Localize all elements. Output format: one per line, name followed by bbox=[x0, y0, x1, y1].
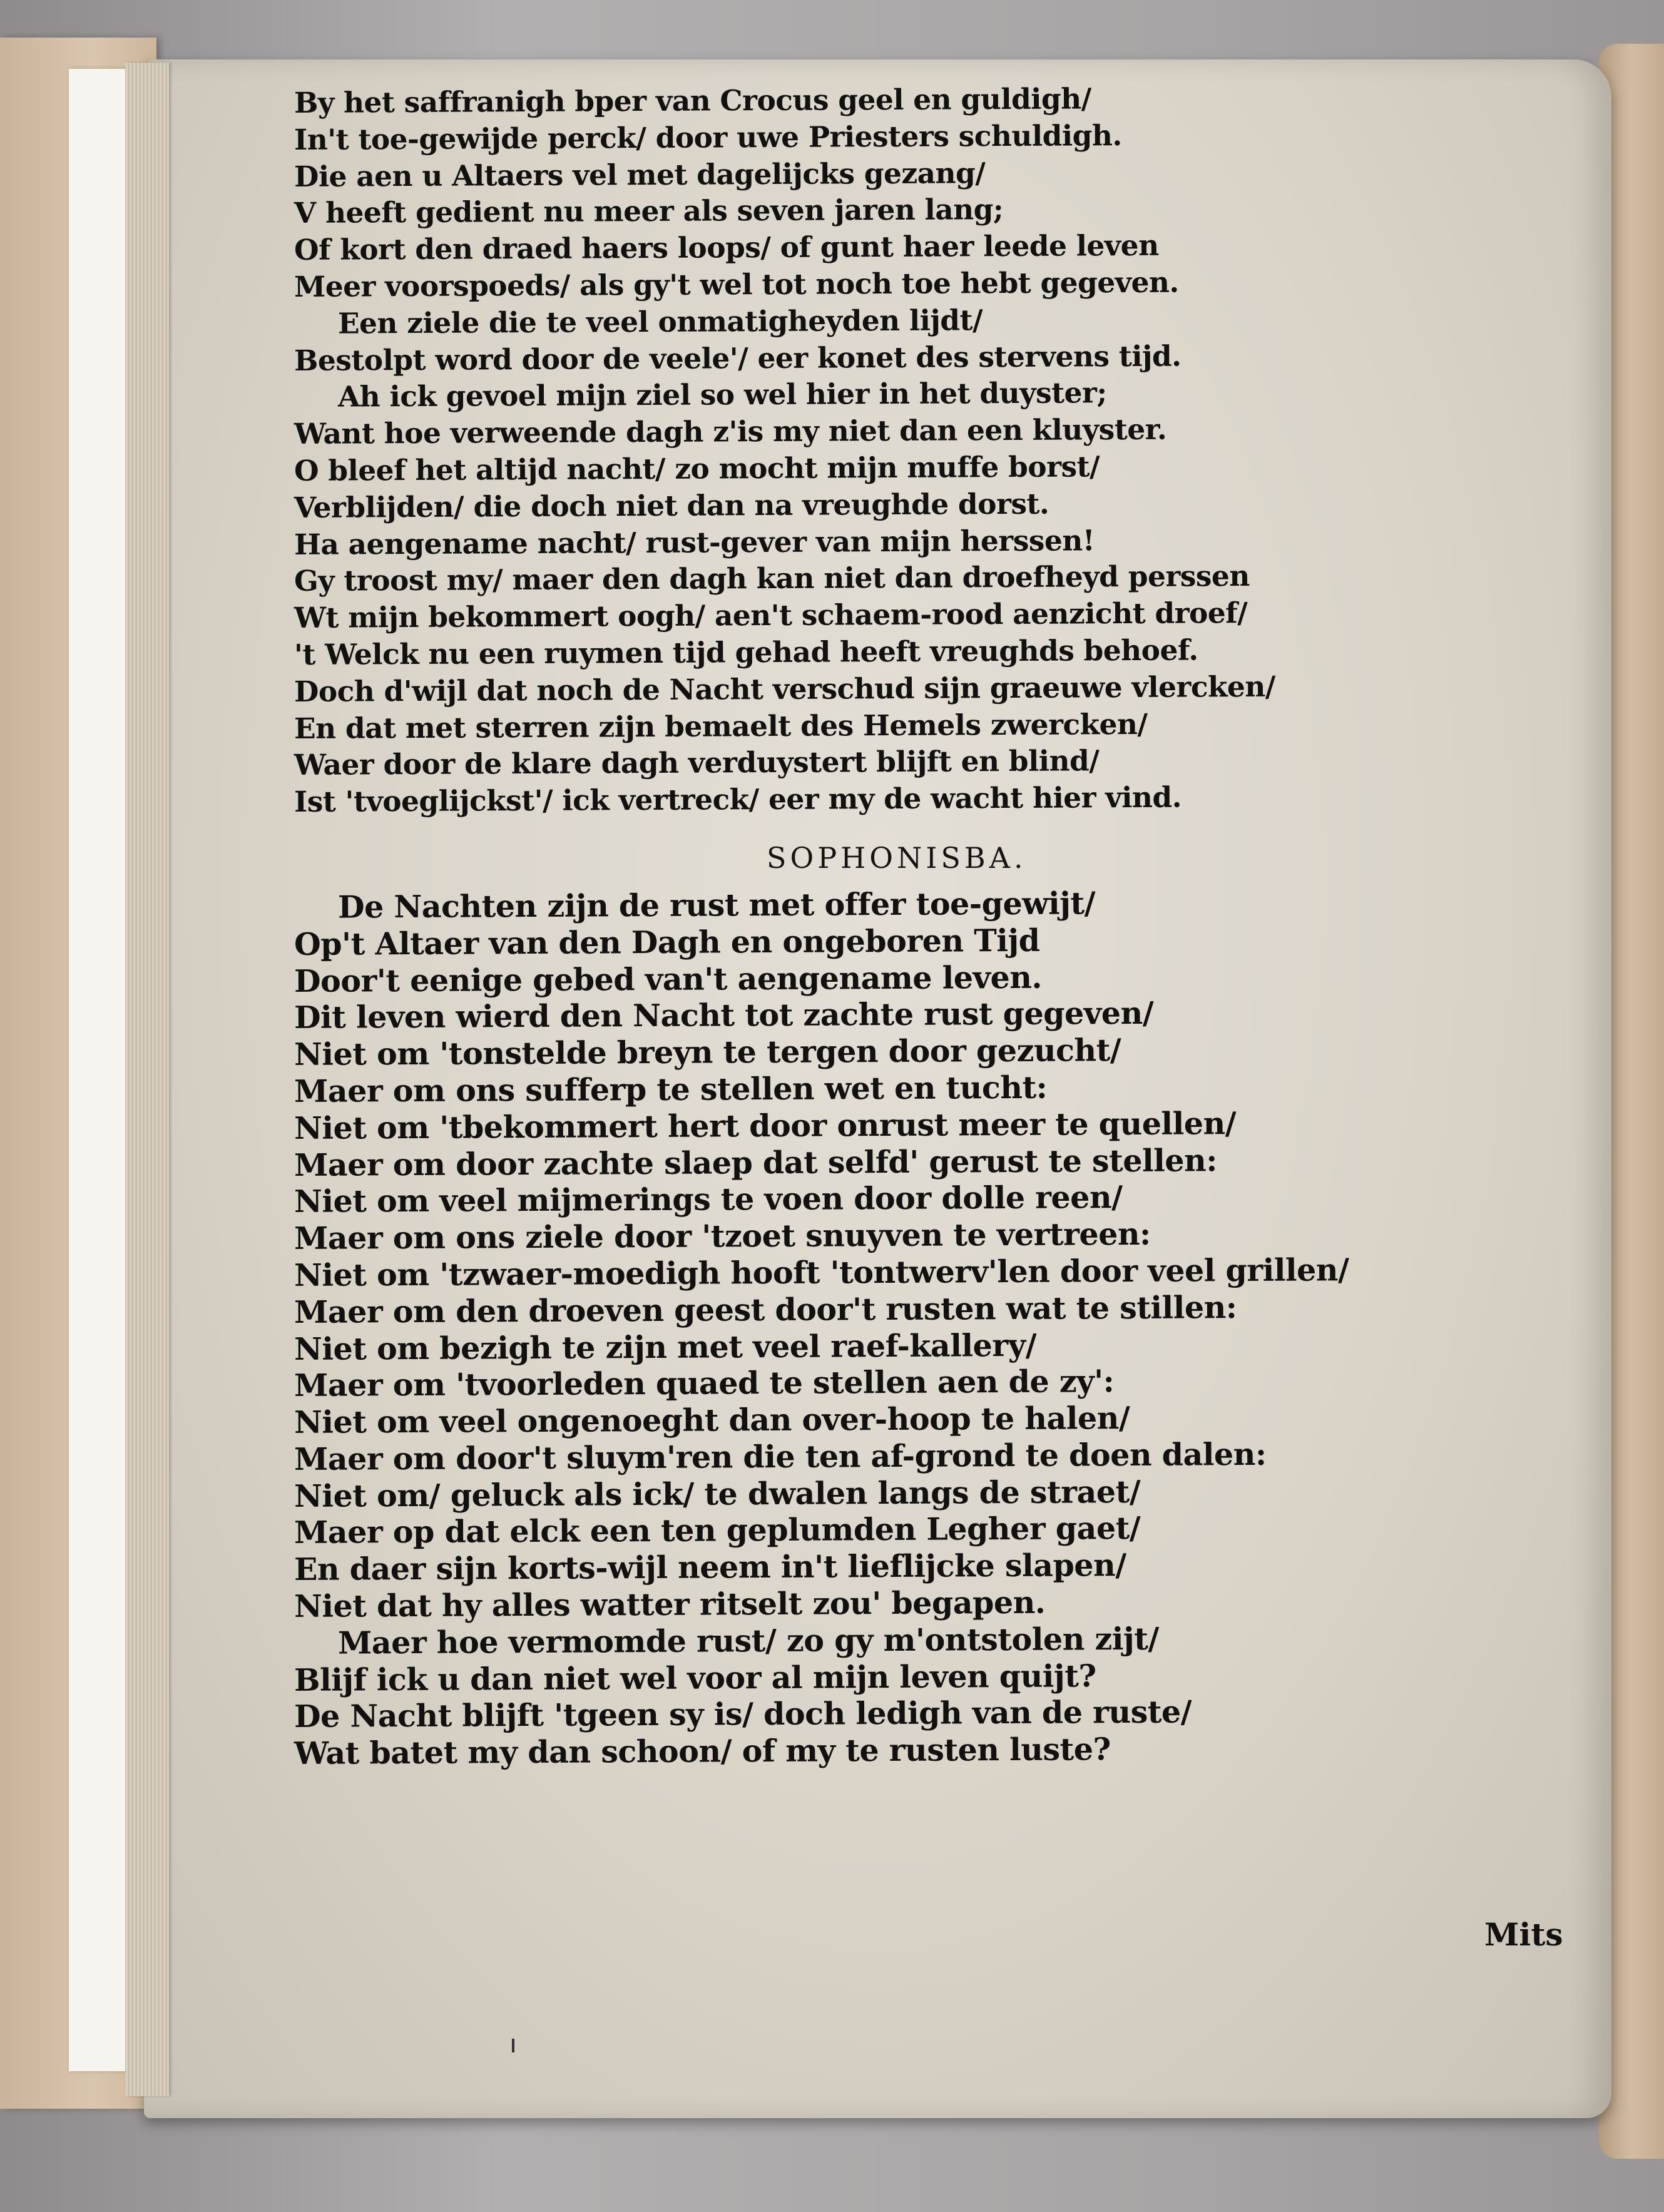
verse-line: Op't Altaer van den Dagh en ongeboren Tijd bbox=[293, 922, 1040, 962]
verse-line: Die aen u Altaers vel met dagelijcks gezang/ bbox=[293, 155, 986, 193]
verse-line: Of kort den draed haers loops/ of gunt haer leede leven bbox=[293, 228, 1159, 267]
verse-line: Een ziele die te veel onmatigheyden lijdt/ bbox=[337, 303, 983, 340]
verse-line: Ha aengename nacht/ rust-gever van mijn herssen! bbox=[293, 522, 1095, 561]
verse-line: Bestolpt word door de veele'/ eer konet des stervens tijd. bbox=[293, 339, 1182, 377]
verse-line: De Nachten zijn de rust met offer toe-gewijt/ bbox=[337, 885, 1096, 925]
page-edges bbox=[125, 63, 169, 2096]
verse-line: Verblijden/ die doch niet dan na vreughde dorst. bbox=[293, 486, 1049, 524]
verse-line: By het saffranigh bper van Crocus geel en guldigh/ bbox=[293, 81, 1091, 120]
page-text bbox=[293, 81, 1546, 1772]
catchword: Mits bbox=[1484, 1916, 1563, 1953]
verse-line: In't toe-gewijde perck/ door uwe Priesters schuldigh. bbox=[293, 118, 1122, 156]
verse-line: Ist 'tvoeglijckst'/ ick vertreck/ eer my de wacht hier vind. bbox=[293, 780, 1182, 819]
verse-line: O bleef het altijd nacht/ zo mocht mijn muffe borst/ bbox=[293, 449, 1100, 487]
verse-line: V heeft gedient nu meer als seven jaren lang; bbox=[293, 192, 1004, 230]
verse-line: Maer om ons sufferp te stellen wet en tucht: bbox=[293, 1069, 1048, 1109]
verse-line: Maer hoe vermomde rust/ zo gy m'ontstolen zijt/ bbox=[337, 1620, 1159, 1661]
verse-line: Niet om veel mijmerings te voen door dolle reen/ bbox=[293, 1179, 1123, 1220]
verse-line: Maer om ons ziele door 'tzoet snuyven te vertreen: bbox=[293, 1215, 1151, 1257]
verse-line: Maer om 'tvoorleden quaed te stellen aen de zy': bbox=[293, 1363, 1115, 1404]
verse-line: Niet dat hy alles watter ritselt zou' begapen. bbox=[293, 1584, 1046, 1625]
verse-line: Doch d'wijl dat noch de Nacht verschud sijn graeuwe vlercken/ bbox=[293, 669, 1276, 708]
verse-line: Niet om 'tonstelde breyn te tergen door gezucht/ bbox=[293, 1032, 1121, 1073]
verse-line: En daer sijn korts-wijl neem in't lieflijcke slapen/ bbox=[293, 1547, 1126, 1588]
verse-section-one bbox=[293, 81, 1546, 820]
speaker-heading: SOPHONISBA. bbox=[767, 840, 1027, 875]
verse-line: Niet om 'tbekommert hert door onrust meer te quellen/ bbox=[293, 1104, 1237, 1146]
verse-line: En dat met sterren zijn bemaelt des Hemels zwercken/ bbox=[293, 706, 1148, 745]
verse-line: Waer door de klare dagh verduystert blijft en blind/ bbox=[293, 743, 1100, 782]
verse-line: Ah ick gevoel mijn ziel so wel hier in het duyster; bbox=[337, 375, 1107, 414]
verse-line: Niet om/ geluck als ick/ te dwalen langs de straet/ bbox=[293, 1473, 1141, 1514]
verse-section-two bbox=[293, 885, 1546, 1772]
verse-line: Dit leven wierd den Nacht tot zachte rust gegeven/ bbox=[293, 995, 1154, 1036]
verse-line: Door't eenige gebed van't aengename leven. bbox=[293, 959, 1043, 999]
verse-line: Maer om door't sluym'ren die ten af-grond te doen dalen: bbox=[293, 1435, 1267, 1477]
verse-line: Niet om veel ongenoeght dan over-hoop te halen/ bbox=[293, 1400, 1130, 1441]
verse-line: Wat batet my dan schoon/ of my te rusten luste? bbox=[293, 1731, 1111, 1772]
verse-line: Niet om bezigh te zijn met veel raef-kallery/ bbox=[293, 1327, 1037, 1367]
verse-line: Maer op dat elck een ten geplumden Legher gaet/ bbox=[293, 1510, 1141, 1551]
verse-line: 't Welck nu een ruymen tijd gehad heeft vreughds behoef. bbox=[293, 633, 1198, 671]
verse-line: Maer om door zachte slaep dat selfd' gerust te stellen: bbox=[293, 1141, 1218, 1183]
signature-mark bbox=[512, 2039, 514, 2052]
verse-line: Wt mijn bekommert oogh/ aen't schaem-rood aenzicht droef/ bbox=[293, 596, 1248, 635]
verse-line: Blijf ick u dan niet wel voor al mijn leven quijt? bbox=[293, 1657, 1096, 1698]
verse-line: De Nacht blijft 'tgeen sy is/ doch ledigh van de ruste/ bbox=[293, 1693, 1192, 1735]
verse-line: Niet om 'tzwaer-moedigh hooft 'tontwerv'len door veel grillen/ bbox=[293, 1251, 1349, 1293]
verse-line: Meer voorspoeds/ als gy't wel tot noch toe hebt gegeven. bbox=[293, 265, 1179, 303]
verse-line: Want hoe verweende dagh z'is my niet dan een kluyster. bbox=[293, 412, 1167, 451]
verse-line: Maer om den droeven geest door't rusten wat te stillen: bbox=[293, 1288, 1237, 1330]
verse-line: Gy troost my/ maer den dagh kan niet dan droefheyd perssen bbox=[293, 559, 1250, 598]
